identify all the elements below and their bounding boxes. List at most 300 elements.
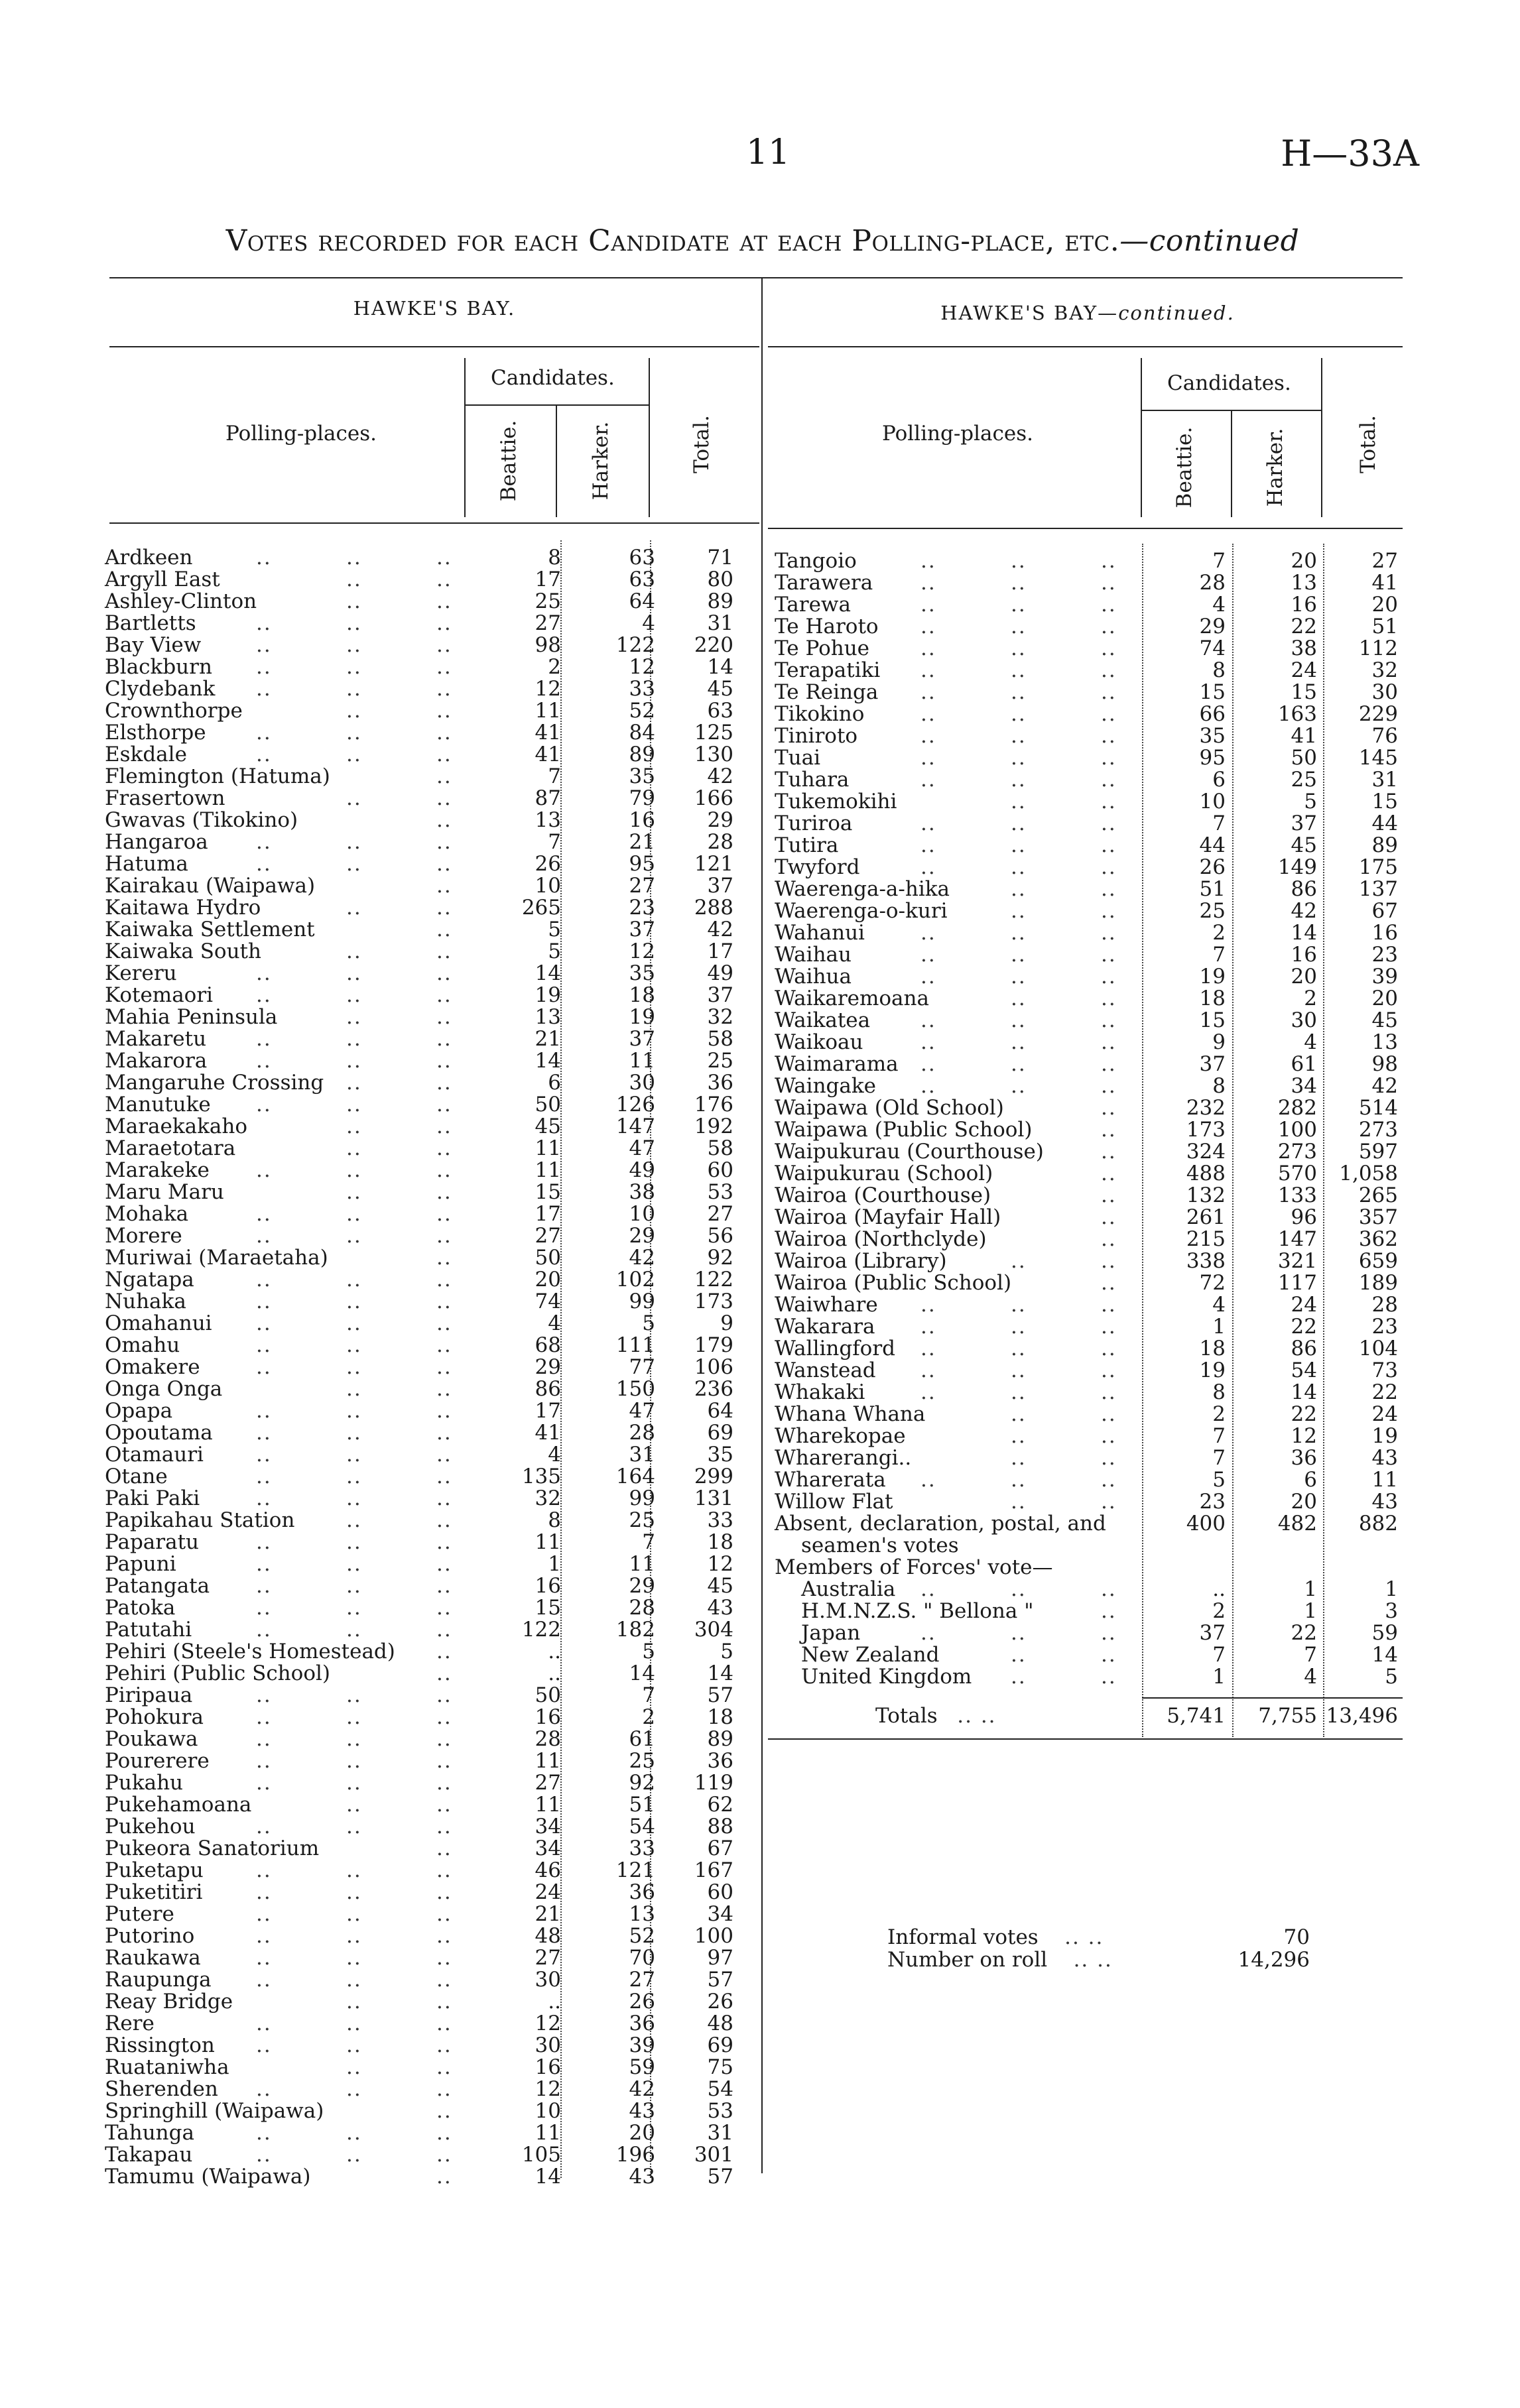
polling-place-name: Wairoa (Mayfair Hall) — [775, 1205, 1001, 1229]
harker-votes: 164 — [615, 1465, 655, 1488]
harker-votes: 100 — [1277, 1118, 1317, 1142]
beattie-votes: 28 — [1199, 571, 1226, 595]
polling-place-name: H.M.N.Z.S. " Bellona " — [801, 1599, 1034, 1623]
harker-votes: 5 — [642, 1311, 655, 1335]
right-section-title — [769, 302, 1406, 324]
polling-place-name: Eskdale — [105, 743, 187, 766]
beattie-votes: 19 — [1199, 965, 1226, 989]
table-row: Waingake .. .. .. 8 34 42 — [775, 1074, 1398, 1098]
polling-place-name: Blackburn — [105, 655, 212, 679]
total-votes: 63 — [707, 699, 733, 723]
beattie-votes: 5 — [548, 939, 561, 963]
polling-place-name: Ashley-Clinton — [105, 589, 257, 613]
polling-place-name: Morere — [105, 1224, 182, 1248]
table-row: Waerenga-o-kuri .. .. 25 42 67 — [775, 899, 1398, 923]
polling-place-name: Waipawa (Old School) — [775, 1096, 1004, 1120]
harker-votes: 2 — [1304, 987, 1317, 1010]
total-votes: 130 — [694, 743, 733, 766]
harker-votes: 11 — [629, 1552, 655, 1576]
page-title — [133, 224, 1393, 258]
beattie-votes: 7 — [1212, 1446, 1226, 1470]
beattie-votes: 13 — [535, 1005, 561, 1029]
polling-place-name: Waimarama — [775, 1052, 899, 1076]
total-votes: 71 — [707, 546, 733, 570]
dot-leader: .. — [436, 2099, 452, 2123]
polling-place-name: Waipukurau (School) — [775, 1162, 993, 1185]
beattie-votes: 14 — [535, 2165, 561, 2189]
right-header-polling-places: Polling-places. — [882, 422, 1034, 446]
polling-place-name: Kaitawa Hydro — [105, 896, 261, 920]
polling-place-name: Mohaka — [105, 1202, 189, 1226]
harker-votes: 54 — [1291, 1358, 1317, 1382]
harker-votes: 196 — [615, 2143, 655, 2167]
polling-place-name: Wharekopae — [775, 1424, 906, 1448]
harker-votes: 37 — [629, 1027, 655, 1051]
polling-place-name: Paparatu — [105, 1530, 199, 1554]
polling-place-name: Wharerangi.. — [775, 1446, 912, 1470]
beattie-votes: 46 — [535, 1858, 561, 1882]
beattie-votes: 68 — [535, 1333, 561, 1357]
polling-place-name: Wairoa (Courthouse) — [775, 1183, 991, 1207]
harker-votes: 86 — [1291, 877, 1317, 901]
polling-place-name: Wharerata — [775, 1468, 886, 1492]
beattie-votes: 41 — [535, 721, 561, 745]
polling-place-name: Marakeke — [105, 1158, 210, 1182]
beattie-votes: 4 — [548, 1311, 561, 1335]
table-row: New Zealand .. .. 7 7 14 — [775, 1644, 1398, 1665]
total-votes: 31 — [707, 2121, 733, 2145]
number-on-roll-text: Number on roll — [887, 1948, 1048, 1972]
total-votes: 32 — [1371, 658, 1398, 682]
total-votes: 16 — [1371, 921, 1398, 945]
table-row — [775, 1557, 1398, 1578]
beattie-votes: 8 — [1212, 1380, 1226, 1404]
polling-place-name: Hangaroa — [105, 830, 208, 854]
total-votes: 98 — [1371, 1052, 1398, 1076]
total-votes: 76 — [1371, 724, 1398, 748]
harker-votes: 30 — [629, 1071, 655, 1095]
harker-votes: 70 — [629, 1946, 655, 1970]
polling-place-name: Waikoau — [775, 1030, 863, 1054]
beattie-votes: 74 — [1199, 636, 1226, 660]
beattie-votes: 18 — [1199, 987, 1226, 1010]
beattie-votes: 17 — [535, 1399, 561, 1423]
total-votes: 659 — [1358, 1249, 1398, 1273]
polling-place-name: Wairoa (Public School) — [775, 1271, 1012, 1295]
beattie-votes: 35 — [1199, 724, 1226, 748]
total-votes: 31 — [707, 611, 733, 635]
total-votes: 22 — [1371, 1380, 1398, 1404]
beattie-votes: 8 — [548, 1508, 561, 1532]
beattie-votes: 2 — [1212, 1402, 1226, 1426]
polling-place-name: Wanstead — [775, 1358, 876, 1382]
table-row: Poukawa .. .. .. 28 61 89 — [105, 1727, 733, 1751]
total-votes: 179 — [694, 1333, 733, 1357]
total-votes: 9 — [720, 1311, 733, 1335]
polling-place-name: Te Haroto — [775, 615, 879, 638]
beattie-votes: 215 — [1186, 1227, 1226, 1251]
total-votes: 57 — [707, 1968, 733, 1992]
table-row: Pukahu .. .. .. 27 92 119 — [105, 1771, 733, 1795]
polling-place-name: Wairoa (Library) — [775, 1249, 947, 1273]
polling-place-name: Pukehamoana — [105, 1793, 252, 1817]
table-row: Manutuke .. .. .. 50 126 176 — [105, 1093, 733, 1116]
left-header-candidates-rule — [464, 404, 650, 406]
polling-place-name: Onga Onga — [105, 1377, 223, 1401]
harker-votes: 22 — [1291, 615, 1317, 638]
total-votes: 45 — [707, 677, 733, 701]
table-row — [105, 1641, 761, 1662]
dot-leader: .. — [436, 1640, 452, 1663]
polling-place-name: Twyford — [775, 855, 860, 879]
beattie-votes: 7 — [548, 830, 561, 854]
total-votes: 220 — [694, 633, 733, 657]
dot-leader: .. — [1101, 1183, 1117, 1207]
total-votes: 122 — [694, 1268, 733, 1292]
beattie-votes: 15 — [535, 1180, 561, 1204]
beattie-votes: 261 — [1186, 1205, 1226, 1229]
harker-votes: 61 — [1291, 1052, 1317, 1076]
harker-votes: 7 — [642, 1683, 655, 1707]
polling-place-name: Opoutama — [105, 1421, 213, 1445]
table-row: Raupunga .. .. .. 30 27 57 — [105, 1968, 733, 1992]
total-votes: 57 — [707, 2165, 733, 2189]
harker-votes: 86 — [1291, 1337, 1317, 1360]
right-header-beattie: Beattie. — [1172, 426, 1196, 509]
harker-votes: 37 — [629, 918, 655, 941]
beattie-votes: 48 — [535, 1924, 561, 1948]
document-reference: H—33A — [1281, 133, 1419, 174]
beattie-votes: 21 — [535, 1027, 561, 1051]
harker-votes: 36 — [1291, 1446, 1317, 1470]
beattie-votes: 19 — [535, 983, 561, 1007]
table-row: Morere .. .. .. 27 29 56 — [105, 1224, 733, 1248]
harker-votes: 42 — [1291, 899, 1317, 923]
dot-leader: .. — [436, 1836, 452, 1860]
polling-place-name: Frasertown — [105, 786, 225, 810]
beattie-votes: 11 — [535, 1793, 561, 1817]
polling-place-name: Members of Forces' vote— — [775, 1555, 1053, 1579]
dot-leader: .. — [1101, 1205, 1117, 1229]
polling-place-name: seamen's votes — [801, 1534, 959, 1557]
table-row: Eskdale .. .. .. 41 89 130 — [105, 743, 733, 766]
beattie-votes: 30 — [535, 2033, 561, 2057]
polling-place-name: Australia — [801, 1577, 896, 1601]
polling-place-name: Kaiwaka South — [105, 939, 261, 963]
harker-votes: 121 — [615, 1858, 655, 1882]
table-row: Wharekopae .. .. 7 12 19 — [775, 1424, 1398, 1448]
polling-place-name: Waipawa (Public School) — [775, 1118, 1033, 1142]
polling-place-name: Poukawa — [105, 1727, 198, 1751]
harker-votes: 13 — [629, 1902, 655, 1926]
total-votes: 36 — [707, 1749, 733, 1773]
table-row — [775, 1272, 1398, 1294]
polling-place-name: Absent, declaration, postal, and — [775, 1512, 1106, 1535]
beattie-votes: 324 — [1186, 1140, 1226, 1164]
polling-place-name: Gwavas (Tikokino) — [105, 808, 298, 832]
total-votes: 299 — [694, 1465, 733, 1488]
harker-votes: 182 — [615, 1618, 655, 1642]
table-row: Makaretu .. .. .. 21 37 58 — [105, 1027, 733, 1051]
total-votes: 60 — [707, 1880, 733, 1904]
beattie-votes: 26 — [535, 852, 561, 876]
total-votes: 41 — [1371, 571, 1398, 595]
right-header-vrule-2 — [1231, 410, 1232, 517]
table-row: Wakarara .. .. .. 1 22 23 — [775, 1315, 1398, 1339]
beattie-votes: 11 — [535, 1749, 561, 1773]
total-votes: 30 — [1371, 680, 1398, 704]
left-header-polling-places: Polling-places. — [225, 422, 377, 446]
beattie-votes: 37 — [1199, 1621, 1226, 1645]
table-row: Australia .. .. .. .. 1 1 — [775, 1579, 1398, 1600]
polling-place-name: Clydebank — [105, 677, 216, 701]
total-votes: 69 — [707, 2033, 733, 2057]
beattie-votes: 9 — [1212, 1030, 1226, 1054]
table-row: Otamauri .. .. .. 4 31 35 — [105, 1443, 733, 1467]
table-row: Makarora .. .. .. 14 11 25 — [105, 1049, 733, 1073]
harker-votes: 14 — [629, 1661, 655, 1685]
table-row: Patangata .. .. .. 16 29 45 — [105, 1574, 733, 1598]
harker-votes: 7 — [1304, 1643, 1317, 1667]
total-votes: 229 — [1358, 702, 1398, 726]
table-row: Maraekakaho .. .. 45 147 192 — [105, 1114, 733, 1138]
polling-place-name: Tuai — [775, 746, 821, 770]
harker-votes: 22 — [1291, 1402, 1317, 1426]
polling-place-name: Tahunga — [105, 2121, 194, 2145]
beattie-votes: 72 — [1199, 1271, 1226, 1295]
total-votes: 14 — [707, 1661, 733, 1685]
table-row — [775, 1185, 1398, 1206]
beattie-votes: 19 — [1199, 1358, 1226, 1382]
total-votes: 97 — [707, 1946, 733, 1970]
table-row: Putorino .. .. .. 48 52 100 — [105, 1924, 733, 1948]
table-row: Bartletts .. .. .. 27 4 31 — [105, 611, 733, 635]
harker-votes: 30 — [1291, 1008, 1317, 1032]
harker-votes: 47 — [629, 1399, 655, 1423]
polling-place-name: Paki Paki — [105, 1486, 200, 1510]
table-row: Otane .. .. .. 135 164 299 — [105, 1465, 733, 1488]
polling-place-name: Putere — [105, 1902, 174, 1926]
table-row: Piripaua .. .. .. 50 7 57 — [105, 1683, 733, 1707]
table-row: Waiwhare .. .. .. 4 24 28 — [775, 1293, 1398, 1317]
table-row: Whakaki .. .. .. 8 14 22 — [775, 1380, 1398, 1404]
polling-place-name: Whakaki — [775, 1380, 865, 1404]
beattie-votes: 232 — [1186, 1096, 1226, 1120]
harker-votes: 10 — [629, 1202, 655, 1226]
total-votes: 145 — [1358, 746, 1398, 770]
beattie-votes: 27 — [535, 1946, 561, 1970]
table-row: Wairoa (Library) .. .. 338 321 659 — [775, 1249, 1398, 1273]
harker-votes: 26 — [629, 1990, 655, 2014]
left-header-bottom-rule — [109, 522, 759, 524]
polling-place-name: Argyll East — [105, 568, 220, 591]
beattie-votes: 87 — [535, 786, 561, 810]
harker-votes: 99 — [629, 1290, 655, 1313]
left-header-beattie: Beattie. — [497, 420, 521, 502]
polling-place-name: Flemington (Hatuma) — [105, 764, 330, 788]
harker-votes: 2 — [642, 1705, 655, 1729]
total-votes: 42 — [707, 918, 733, 941]
table-row: United Kingdom .. .. 1 4 5 — [775, 1666, 1398, 1687]
table-row: Elsthorpe .. .. .. 41 84 125 — [105, 721, 733, 745]
total-votes: 189 — [1358, 1271, 1398, 1295]
total-votes: 137 — [1358, 877, 1398, 901]
totals-harker: 7,755 — [1258, 1704, 1317, 1728]
polling-place-name: Opapa — [105, 1399, 173, 1423]
table-row: Ngatapa .. .. .. 20 102 122 — [105, 1268, 733, 1292]
beattie-votes: 16 — [535, 1574, 561, 1598]
number-on-roll-label — [887, 1949, 1113, 1970]
table-row: Pukehamoana .. .. 11 51 62 — [105, 1793, 733, 1817]
table-row: Tangoio .. .. .. 7 20 27 — [775, 549, 1398, 573]
polling-place-name: Springhill (Waipawa) — [105, 2099, 324, 2123]
total-votes: 28 — [1371, 1293, 1398, 1317]
table-row: Wanstead .. .. .. 19 54 73 — [775, 1358, 1398, 1382]
total-votes: 69 — [707, 1421, 733, 1445]
beattie-votes: 10 — [1199, 790, 1226, 813]
totals-total: 13,496 — [1326, 1704, 1398, 1728]
title-continued: —continued — [1119, 224, 1300, 258]
left-header-harker: Harker. — [589, 421, 613, 501]
harker-votes: 33 — [629, 677, 655, 701]
total-votes: 23 — [1371, 1315, 1398, 1339]
polling-place-name: New Zealand — [801, 1643, 940, 1667]
harker-votes: 27 — [629, 874, 655, 898]
totals-label — [875, 1705, 997, 1726]
total-votes: 14 — [707, 655, 733, 679]
table-row: Pukehou .. .. .. 34 54 88 — [105, 1815, 733, 1838]
beattie-votes: .. — [548, 1990, 561, 2014]
harker-votes: 11 — [629, 1049, 655, 1073]
table-row: Pourerere .. .. .. 11 25 36 — [105, 1749, 733, 1773]
dot-leader: .. — [1101, 1096, 1117, 1120]
total-votes: 17 — [707, 939, 733, 963]
beattie-votes: 41 — [535, 1421, 561, 1445]
total-votes: 18 — [707, 1705, 733, 1729]
beattie-votes: 1 — [548, 1552, 561, 1576]
table-row: Raukawa .. .. .. 27 70 97 — [105, 1946, 733, 1970]
number-on-roll-value: 14,296 — [1237, 1948, 1310, 1972]
table-row — [105, 766, 761, 787]
polling-place-name: Makarora — [105, 1049, 208, 1073]
polling-place-name: Papikahau Station — [105, 1508, 295, 1532]
left-header-vrule-3 — [649, 358, 650, 517]
total-votes: 106 — [694, 1355, 733, 1379]
polling-place-name: Whana Whana — [775, 1402, 926, 1426]
table-row: Puketitiri .. .. .. 24 36 60 — [105, 1880, 733, 1904]
polling-place-name: Papuni — [105, 1552, 176, 1576]
polling-place-name: Waerenga-o-kuri — [775, 899, 948, 923]
right-header-vrule-3 — [1321, 358, 1322, 517]
beattie-votes: 11 — [535, 1136, 561, 1160]
table-row: Takapau .. .. .. 105 196 301 — [105, 2143, 733, 2167]
harker-votes: 64 — [629, 589, 655, 613]
beattie-votes: 173 — [1186, 1118, 1226, 1142]
beattie-votes: 7 — [1212, 812, 1226, 835]
total-votes: 44 — [1371, 812, 1398, 835]
table-row: Wahanui .. .. .. 2 14 16 — [775, 921, 1398, 945]
beattie-votes: 2 — [1212, 1599, 1226, 1623]
total-votes: 20 — [1371, 987, 1398, 1010]
informal-votes-value: 70 — [1283, 1925, 1310, 1949]
total-votes: 80 — [707, 568, 733, 591]
harker-votes: 42 — [629, 2077, 655, 2101]
total-votes: 75 — [707, 2055, 733, 2079]
beattie-votes: 11 — [535, 1158, 561, 1182]
beattie-votes: .. — [1212, 1577, 1226, 1601]
total-votes: 236 — [694, 1377, 733, 1401]
table-row — [105, 810, 761, 831]
total-votes: 28 — [707, 830, 733, 854]
table-row: Tukemokihi .. .. 10 5 15 — [775, 790, 1398, 813]
beattie-votes: 7 — [1212, 1424, 1226, 1448]
polling-place-name: Waipukurau (Courthouse) — [775, 1140, 1044, 1164]
polling-place-name: Maraetotara — [105, 1136, 236, 1160]
table-row: Waihua .. .. .. 19 20 39 — [775, 965, 1398, 989]
table-row — [775, 1229, 1398, 1250]
polling-place-name: Patoka — [105, 1596, 176, 1620]
polling-place-name: Tutira — [775, 833, 839, 857]
total-votes: 45 — [1371, 1008, 1398, 1032]
table-row — [775, 1535, 1398, 1556]
beattie-votes: 7 — [1212, 549, 1226, 573]
polling-place-name: Piripaua — [105, 1683, 193, 1707]
beattie-votes: 29 — [1199, 615, 1226, 638]
total-votes: 1 — [1385, 1577, 1398, 1601]
table-row: Putere .. .. .. 21 13 34 — [105, 1902, 733, 1926]
right-header-top-rule — [768, 346, 1403, 347]
polling-place-name: Willow Flat — [775, 1490, 893, 1514]
beattie-votes: 8 — [548, 546, 561, 570]
beattie-votes: 10 — [535, 874, 561, 898]
polling-place-name: Nuhaka — [105, 1290, 186, 1313]
table-row: Puketapu .. .. .. 46 121 167 — [105, 1858, 733, 1882]
left-header-vrule-2 — [556, 404, 557, 517]
total-votes: 3 — [1385, 1599, 1398, 1623]
beattie-votes: 25 — [535, 589, 561, 613]
harker-votes: 63 — [629, 568, 655, 591]
title-main: Votes recorded for each Candidate at each Polling-place, etc. — [225, 224, 1120, 258]
totals-label-text: Totals — [875, 1704, 938, 1728]
dot-leader: .. — [1101, 1118, 1117, 1142]
totals-rule — [1142, 1697, 1403, 1699]
total-votes: 54 — [707, 2077, 733, 2101]
harker-votes: 6 — [1304, 1468, 1317, 1492]
total-votes: 29 — [707, 808, 733, 832]
beattie-votes: 135 — [521, 1465, 561, 1488]
polling-place-name: Muriwai (Maraetaha) — [105, 1246, 328, 1270]
harker-votes: 29 — [629, 1224, 655, 1248]
beattie-votes: 44 — [1199, 833, 1226, 857]
total-votes: 265 — [1358, 1183, 1398, 1207]
harker-votes: 96 — [1291, 1205, 1317, 1229]
beattie-votes: 8 — [1212, 658, 1226, 682]
total-votes: 58 — [707, 1136, 733, 1160]
right-header-bottom-rule — [768, 528, 1403, 529]
harker-votes: 22 — [1291, 1621, 1317, 1645]
informal-votes-leader: .. .. — [1064, 1925, 1104, 1949]
total-votes: 173 — [694, 1290, 733, 1313]
harker-votes: 29 — [629, 1574, 655, 1598]
total-votes: 1,058 — [1339, 1162, 1398, 1185]
polling-place-name: Waikatea — [775, 1008, 871, 1032]
total-votes: 176 — [694, 1093, 733, 1116]
beattie-votes: 17 — [535, 568, 561, 591]
table-row — [775, 1141, 1398, 1162]
table-row — [775, 1097, 1398, 1118]
beattie-votes: 16 — [535, 1705, 561, 1729]
total-votes: 60 — [707, 1158, 733, 1182]
